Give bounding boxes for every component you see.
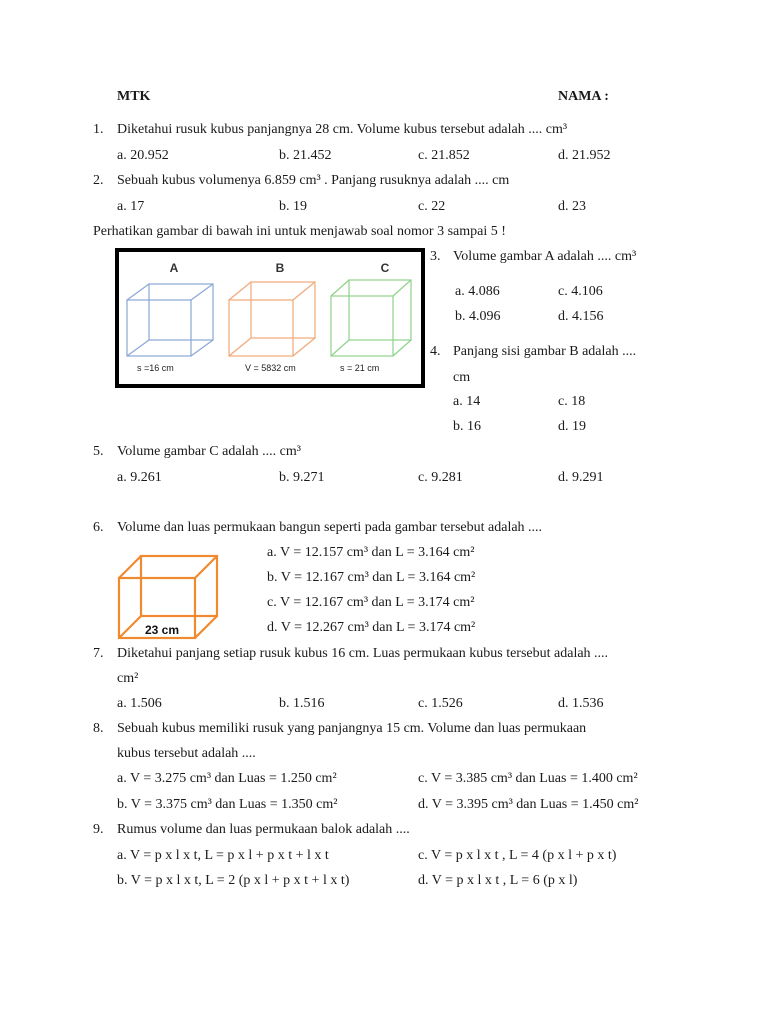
q2-option-a: a. 17: [117, 199, 145, 214]
q6-text: Volume dan luas permukaan bangun seperti pada gambar tersebut adalah ....: [117, 520, 543, 535]
q4-text-line1: Panjang sisi gambar B adalah ....: [453, 344, 637, 359]
q4-option-b: b. 16: [453, 419, 481, 434]
q9-number: 9.: [93, 822, 104, 837]
figure-caption-b: V = 5832 cm: [245, 363, 296, 373]
q2-number: 2.: [93, 173, 104, 188]
q3-option-c: c. 4.106: [558, 284, 603, 299]
q3-option-a: a. 4.086: [455, 284, 500, 299]
q6-option-c: c. V = 12.167 cm³ dan L = 3.174 cm²: [267, 595, 475, 610]
q3-number: 3.: [430, 249, 441, 264]
q8-text-line1: Sebuah kubus memiliki rusuk yang panjangnya 15 cm. Volume dan luas permukaan: [117, 721, 587, 736]
q4-option-a: a. 14: [453, 394, 481, 409]
q9-option-b: b. V = p x l x t, L = 2 (p x l + p x t + l x t): [117, 873, 350, 888]
q1-option-c: c. 21.852: [418, 148, 470, 163]
q4-option-c: c. 18: [558, 394, 586, 409]
q9-text: Rumus volume dan luas permukaan balok adalah ....: [117, 822, 410, 837]
q9-option-d: d. V = p x l x t , L = 6 (p x l): [418, 873, 578, 888]
q8-option-b: b. V = 3.375 cm³ dan Luas = 1.350 cm²: [117, 797, 338, 812]
q6-number: 6.: [93, 520, 104, 535]
q8-option-d: d. V = 3.395 cm³ dan Luas = 1.450 cm²: [418, 797, 639, 812]
q5-number: 5.: [93, 444, 104, 459]
figure-caption-c: s = 21 cm: [340, 363, 380, 373]
q4-text-line2: cm: [453, 370, 471, 385]
q8-option-c: c. V = 3.385 cm³ dan Luas = 1.400 cm²: [418, 771, 638, 786]
q5-option-c: c. 9.281: [418, 470, 463, 485]
cube-size-label: 23 cm: [145, 623, 180, 637]
q5-option-d: d. 9.291: [558, 470, 604, 485]
q2-text: Sebuah kubus volumenya 6.859 cm³ . Panjang rusuknya adalah .... cm: [117, 173, 510, 188]
q4-option-d: d. 19: [558, 419, 586, 434]
q9-option-c: c. V = p x l x t , L = 4 (p x l + p x t): [418, 848, 617, 863]
q5-option-b: b. 9.271: [279, 470, 325, 485]
q1-option-b: b. 21.452: [279, 148, 332, 163]
q7-option-d: d. 1.536: [558, 696, 604, 711]
q6-option-b: b. V = 12.167 cm³ dan L = 3.164 cm²: [267, 570, 476, 585]
figure-label-c: C: [380, 261, 390, 275]
q5-option-a: a. 9.261: [117, 470, 162, 485]
q9-option-a: a. V = p x l x t, L = p x l + p x t + l x t: [117, 848, 329, 863]
q7-text-line2: cm²: [117, 671, 139, 686]
cube-figure-q6: [115, 553, 221, 641]
q7-text-line1: Diketahui panjang setiap rusuk kubus 16 cm. Luas permukaan kubus tersebut adalah ....: [117, 646, 609, 661]
q7-option-b: b. 1.516: [279, 696, 325, 711]
q5-text: Volume gambar C adalah .... cm³: [117, 444, 301, 459]
subject-title: MTK: [117, 89, 151, 104]
figure-label-b: B: [275, 261, 285, 275]
q1-option-a: a. 20.952: [117, 148, 169, 163]
q7-option-c: c. 1.526: [418, 696, 463, 711]
q7-option-a: a. 1.506: [117, 696, 162, 711]
q3-text: Volume gambar A adalah .... cm³: [453, 249, 637, 264]
figure-caption-a: s =16 cm: [137, 363, 174, 373]
name-label: NAMA :: [558, 89, 609, 104]
q1-option-d: d. 21.952: [558, 148, 611, 163]
q3-option-d: d. 4.156: [558, 309, 604, 324]
q1-text: Diketahui rusuk kubus panjangnya 28 cm. Volume kubus tersebut adalah .... cm³: [117, 122, 568, 137]
q6-option-d: d. V = 12.267 cm³ dan L = 3.174 cm²: [267, 620, 476, 635]
q3-option-b: b. 4.096: [455, 309, 501, 324]
figure-label-a: A: [169, 261, 179, 275]
q7-number: 7.: [93, 646, 104, 661]
q6-option-a: a. V = 12.157 cm³ dan L = 3.164 cm²: [267, 545, 475, 560]
q2-option-b: b. 19: [279, 199, 307, 214]
q8-number: 8.: [93, 721, 104, 736]
q8-text-line2: kubus tersebut adalah ....: [117, 746, 256, 761]
q1-number: 1.: [93, 122, 104, 137]
q2-option-d: d. 23: [558, 199, 586, 214]
instruction-text: Perhatikan gambar di bawah ini untuk menjawab soal nomor 3 sampai 5 !: [93, 224, 506, 239]
q8-option-a: a. V = 3.275 cm³ dan Luas = 1.250 cm²: [117, 771, 337, 786]
q4-number: 4.: [430, 344, 441, 359]
q2-option-c: c. 22: [418, 199, 446, 214]
cube-figure-abc: [115, 248, 425, 388]
